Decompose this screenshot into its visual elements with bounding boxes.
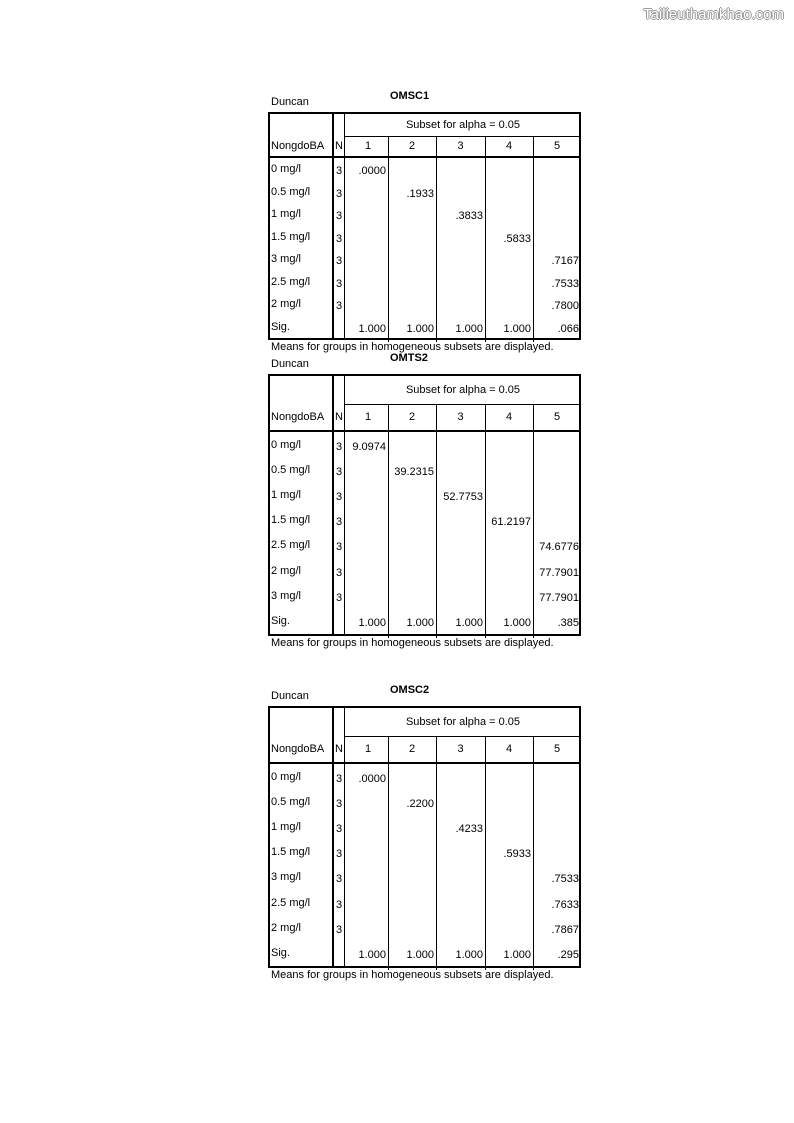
group-label: 0.5 mg/l xyxy=(271,185,311,198)
n-column-header: N xyxy=(335,140,343,152)
method-label: Duncan xyxy=(271,358,309,370)
column-divider xyxy=(332,708,334,966)
group-label: 2.5 mg/l xyxy=(271,539,311,552)
n-column-header: N xyxy=(335,411,343,423)
subset-column-header: 4 xyxy=(505,140,513,152)
row-divider xyxy=(270,430,581,432)
group-label: 2 mg/l xyxy=(271,921,301,934)
n-value: 3 xyxy=(336,591,343,604)
subset-mean-value: .5933 xyxy=(503,848,531,861)
subset-mean-value: .0000 xyxy=(358,772,386,785)
anova-table xyxy=(268,374,581,636)
sig-value: 1.000 xyxy=(503,617,531,629)
subset-mean-value: .7800 xyxy=(551,300,579,313)
anova-table xyxy=(268,706,581,968)
group-column-header: NongdoBA xyxy=(271,411,325,423)
n-value: 3 xyxy=(336,797,343,810)
subset-header: Subset for alpha = 0.05 xyxy=(405,119,521,131)
n-value: 3 xyxy=(336,923,343,936)
group-label: 0 mg/l xyxy=(271,163,301,176)
n-value: 3 xyxy=(336,210,343,223)
subset-mean-value: .1933 xyxy=(406,187,434,200)
group-label: 3 mg/l xyxy=(271,589,301,602)
table-title: OMSC1 xyxy=(390,90,430,102)
row-divider xyxy=(345,736,581,737)
group-label: 1 mg/l xyxy=(271,208,301,221)
subset-column-header: 3 xyxy=(457,140,464,152)
group-label: 0 mg/l xyxy=(271,438,301,451)
subset-column-header: 4 xyxy=(505,411,513,423)
watermark-text: Tailieuthamkhao.com xyxy=(643,6,784,23)
table-title: OMTS2 xyxy=(390,352,428,364)
n-value: 3 xyxy=(336,300,343,313)
row-divider xyxy=(345,404,581,405)
subset-mean-value: 9.0974 xyxy=(352,440,386,453)
group-label: 0 mg/l xyxy=(271,770,301,783)
n-value: 3 xyxy=(336,255,343,268)
subset-header: Subset for alpha = 0.05 xyxy=(405,384,521,396)
n-value: 3 xyxy=(336,772,343,785)
group-label: 1.5 mg/l xyxy=(271,230,311,243)
n-value: 3 xyxy=(336,873,343,886)
table-footnote: Means for groups in homogeneous subsets are displayed. xyxy=(271,341,554,353)
sig-value: .066 xyxy=(557,322,579,335)
subset-column-header: 1 xyxy=(364,411,372,423)
column-divider xyxy=(332,114,334,338)
group-label: 1 mg/l xyxy=(271,821,301,833)
subset-mean-value: .7533 xyxy=(551,873,579,886)
sig-value: 1.000 xyxy=(406,322,434,335)
column-divider xyxy=(388,736,389,970)
column-divider xyxy=(344,114,345,338)
subset-mean-value: .7533 xyxy=(551,277,579,290)
table-title: OMSC2 xyxy=(390,684,430,696)
sig-value: 1.000 xyxy=(358,617,386,629)
group-label: 3 mg/l xyxy=(271,253,301,266)
group-label: 0.5 mg/l xyxy=(271,463,311,476)
subset-column-header: 1 xyxy=(364,743,372,755)
group-label: 2 mg/l xyxy=(271,298,301,311)
subset-column-header: 2 xyxy=(408,411,416,423)
subset-mean-value: 77.7901 xyxy=(539,566,579,579)
n-value: 3 xyxy=(336,491,343,503)
group-label: 2.5 mg/l xyxy=(271,275,311,288)
n-value: 3 xyxy=(336,277,343,290)
n-value: 3 xyxy=(336,516,343,529)
subset-column-header: 2 xyxy=(408,743,416,755)
column-divider xyxy=(436,736,437,970)
subset-column-header: 5 xyxy=(553,140,561,152)
subset-mean-value: 52.7753 xyxy=(443,491,483,503)
column-divider xyxy=(436,136,437,342)
subset-mean-value: .4233 xyxy=(455,823,483,835)
column-divider xyxy=(388,404,389,638)
sig-label: Sig. xyxy=(271,615,290,627)
subset-mean-value: .2200 xyxy=(406,797,434,810)
n-value: 3 xyxy=(336,187,343,200)
table-footnote: Means for groups in homogeneous subsets are displayed. xyxy=(271,636,554,649)
sig-value: 1.000 xyxy=(503,322,531,335)
sig-label: Sig. xyxy=(271,320,290,333)
sig-value: 1.000 xyxy=(406,949,434,961)
group-label: 0.5 mg/l xyxy=(271,795,311,808)
sig-value: 1.000 xyxy=(455,949,483,961)
subset-mean-value: .0000 xyxy=(358,165,386,178)
row-divider xyxy=(270,156,581,158)
sig-label: Sig. xyxy=(271,947,290,959)
subset-column-header: 4 xyxy=(505,743,513,755)
group-label: 3 mg/l xyxy=(271,871,301,884)
group-column-header: NongdoBA xyxy=(271,140,325,152)
sig-value: 1.000 xyxy=(358,949,386,961)
subset-mean-value: .5833 xyxy=(503,232,531,245)
sig-value: .295 xyxy=(557,949,579,961)
subset-mean-value: .7167 xyxy=(551,255,579,268)
row-divider xyxy=(345,136,581,137)
subset-mean-value: 74.6776 xyxy=(539,541,579,554)
column-divider xyxy=(332,376,334,634)
sig-value: 1.000 xyxy=(503,949,531,961)
column-divider xyxy=(344,376,345,634)
n-value: 3 xyxy=(336,232,343,245)
sig-value: 1.000 xyxy=(455,322,483,335)
subset-mean-value: .3833 xyxy=(455,210,483,223)
group-label: 2.5 mg/l xyxy=(271,896,311,909)
subset-column-header: 5 xyxy=(553,411,561,423)
method-label: Duncan xyxy=(271,690,309,702)
subset-mean-value: 77.7901 xyxy=(539,591,579,604)
sig-value: 1.000 xyxy=(358,322,386,335)
n-value: 3 xyxy=(336,465,343,478)
n-value: 3 xyxy=(336,848,343,861)
group-label: 1.5 mg/l xyxy=(271,514,311,527)
column-divider xyxy=(344,708,345,966)
group-label: 2 mg/l xyxy=(271,564,301,577)
subset-mean-value: .7633 xyxy=(551,898,579,911)
sig-value: .385 xyxy=(557,617,579,629)
n-value: 3 xyxy=(336,541,343,554)
subset-column-header: 5 xyxy=(553,743,561,755)
subset-column-header: 3 xyxy=(457,743,464,755)
table-footnote: Means for groups in homogeneous subsets are displayed. xyxy=(271,968,554,981)
n-column-header: N xyxy=(335,743,343,755)
sig-value: 1.000 xyxy=(455,617,483,629)
n-value: 3 xyxy=(336,823,343,835)
subset-column-header: 3 xyxy=(457,411,464,423)
subset-column-header: 2 xyxy=(408,140,416,152)
sig-value: 1.000 xyxy=(406,617,434,629)
n-value: 3 xyxy=(336,440,343,453)
n-value: 3 xyxy=(336,566,343,579)
column-divider xyxy=(388,136,389,342)
subset-header: Subset for alpha = 0.05 xyxy=(405,716,521,728)
row-divider xyxy=(270,762,581,764)
subset-mean-value: 61.2197 xyxy=(491,516,531,529)
subset-mean-value: .7867 xyxy=(551,923,579,936)
group-label: 1 mg/l xyxy=(271,489,301,501)
anova-table xyxy=(268,112,581,340)
method-label: Duncan xyxy=(271,96,309,108)
column-divider xyxy=(436,404,437,638)
subset-mean-value: 39.2315 xyxy=(394,465,434,478)
group-column-header: NongdoBA xyxy=(271,743,325,755)
n-value: 3 xyxy=(336,898,343,911)
group-label: 1.5 mg/l xyxy=(271,846,311,859)
subset-column-header: 1 xyxy=(364,140,372,152)
n-value: 3 xyxy=(336,165,343,178)
